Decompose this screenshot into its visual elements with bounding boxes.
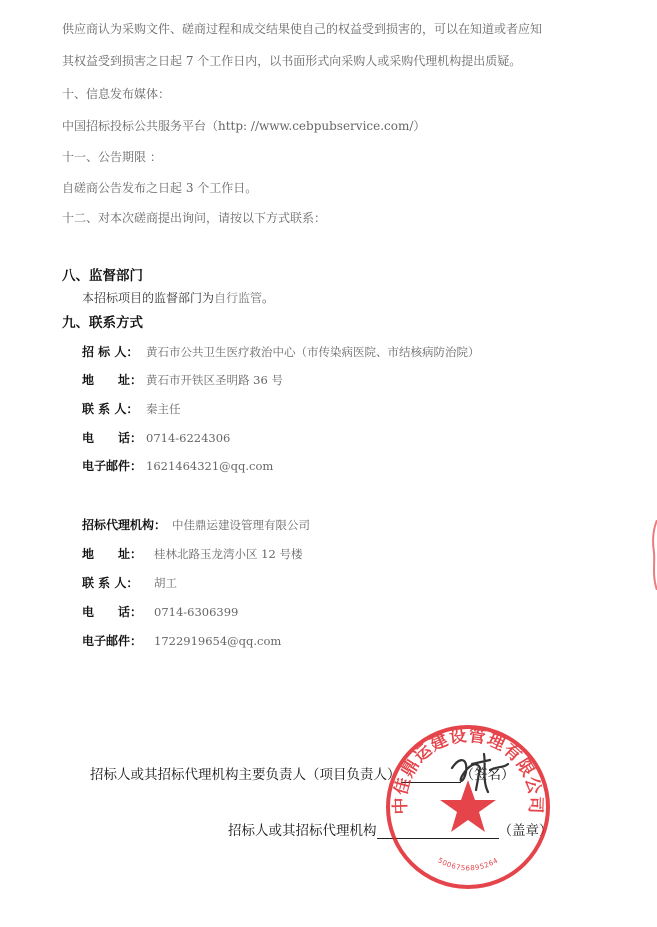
signature-label: 招标人或其招标代理机构主要负责人（项目负责人） (90, 767, 401, 783)
agency-contact-row (82, 574, 177, 591)
signature-suffix: （签名） (460, 767, 515, 783)
svg-text:5006756895264 (436, 856, 499, 872)
supervision-suffix: 。 (262, 291, 275, 305)
tenderer-name-row (82, 343, 480, 360)
media-platform-line: 中国招标投标公共服务平台（http: //www.cebpubservice.com/） (62, 119, 426, 133)
section-11-heading: 十一、公告期限 ： (62, 150, 162, 164)
agency-name-row (82, 516, 310, 533)
tenderer-email: 1621464321@qq.com (146, 459, 274, 473)
tenderer-contact: 秦主任 (146, 402, 181, 416)
seal-number: 5006756895264 (436, 856, 500, 873)
seal-edge-mark (651, 520, 657, 590)
company-seal-icon (383, 722, 553, 892)
tenderer-phone-label: 电 话： (82, 431, 143, 445)
agency-name-label: 招标代理机构： (82, 518, 167, 532)
supervision-prefix: 本招标项目的监督部门为 (82, 291, 215, 305)
section-8-title: 八、监督部门 (62, 268, 143, 284)
agency-contact-label: 联 系 人： (82, 576, 139, 590)
stamp-label: 招标人或其招标代理机构 (228, 823, 377, 839)
body-line-1: 供应商认为采购文件、磋商过程和成交结果使自己的权益受到损害的，可以在知道或者应知 (62, 22, 543, 36)
agency-email-label: 电子邮件： (82, 634, 143, 648)
stamp-suffix: （盖章） (498, 823, 553, 839)
tenderer-contact-label: 联 系 人： (82, 402, 139, 416)
tenderer-phone: 0714-6224306 (146, 431, 231, 445)
tenderer-address: 黄石市开铁区圣明路 36 号 (146, 373, 283, 387)
tenderer-email-row (82, 457, 273, 474)
agency-phone-row (82, 603, 238, 620)
tenderer-address-label: 地 址： (82, 373, 143, 387)
agency-name: 中佳鼎运建设管理有限公司 (172, 518, 310, 532)
supervision-value: 自行监管 (214, 291, 263, 305)
tenderer-name-label: 招 标 人： (82, 345, 139, 359)
tenderer-phone-row (82, 429, 230, 446)
agency-address-label: 地 址： (82, 547, 143, 561)
agency-phone: 0714-6306399 (154, 605, 239, 619)
section-9-title: 九、联系方式 (62, 315, 143, 331)
agency-address-row (82, 545, 302, 562)
supervision-text (82, 289, 274, 306)
agency-contact: 胡工 (154, 576, 177, 590)
agency-email-row (82, 632, 281, 649)
agency-phone-label: 电 话： (82, 605, 143, 619)
tenderer-address-row (82, 371, 283, 388)
tenderer-name: 黄石市公共卫生医疗救治中心（市传染病医院、市结核病防治院） (146, 345, 480, 359)
section-10-heading: 十、信息发布媒体： (62, 87, 171, 101)
tenderer-contact-row (82, 400, 181, 417)
agency-address: 桂林北路玉龙湾小区 12 号楼 (154, 547, 303, 561)
tenderer-email-label: 电子邮件： (82, 459, 143, 473)
agency-email: 1722919654@qq.com (154, 634, 282, 648)
seal-text: 中佳鼎运建设管理有限公司 (390, 725, 546, 815)
notice-period-line: 自磋商公告发布之日起 3 个工作日。 (62, 181, 258, 195)
section-12-heading: 十二、对本次磋商提出询问，请按以下方式联系： (62, 211, 327, 225)
body-line-2: 其权益受到损害之日起 7 个工作日内，以书面形式向采购人或采购代理机构提出质疑。 (62, 54, 522, 68)
